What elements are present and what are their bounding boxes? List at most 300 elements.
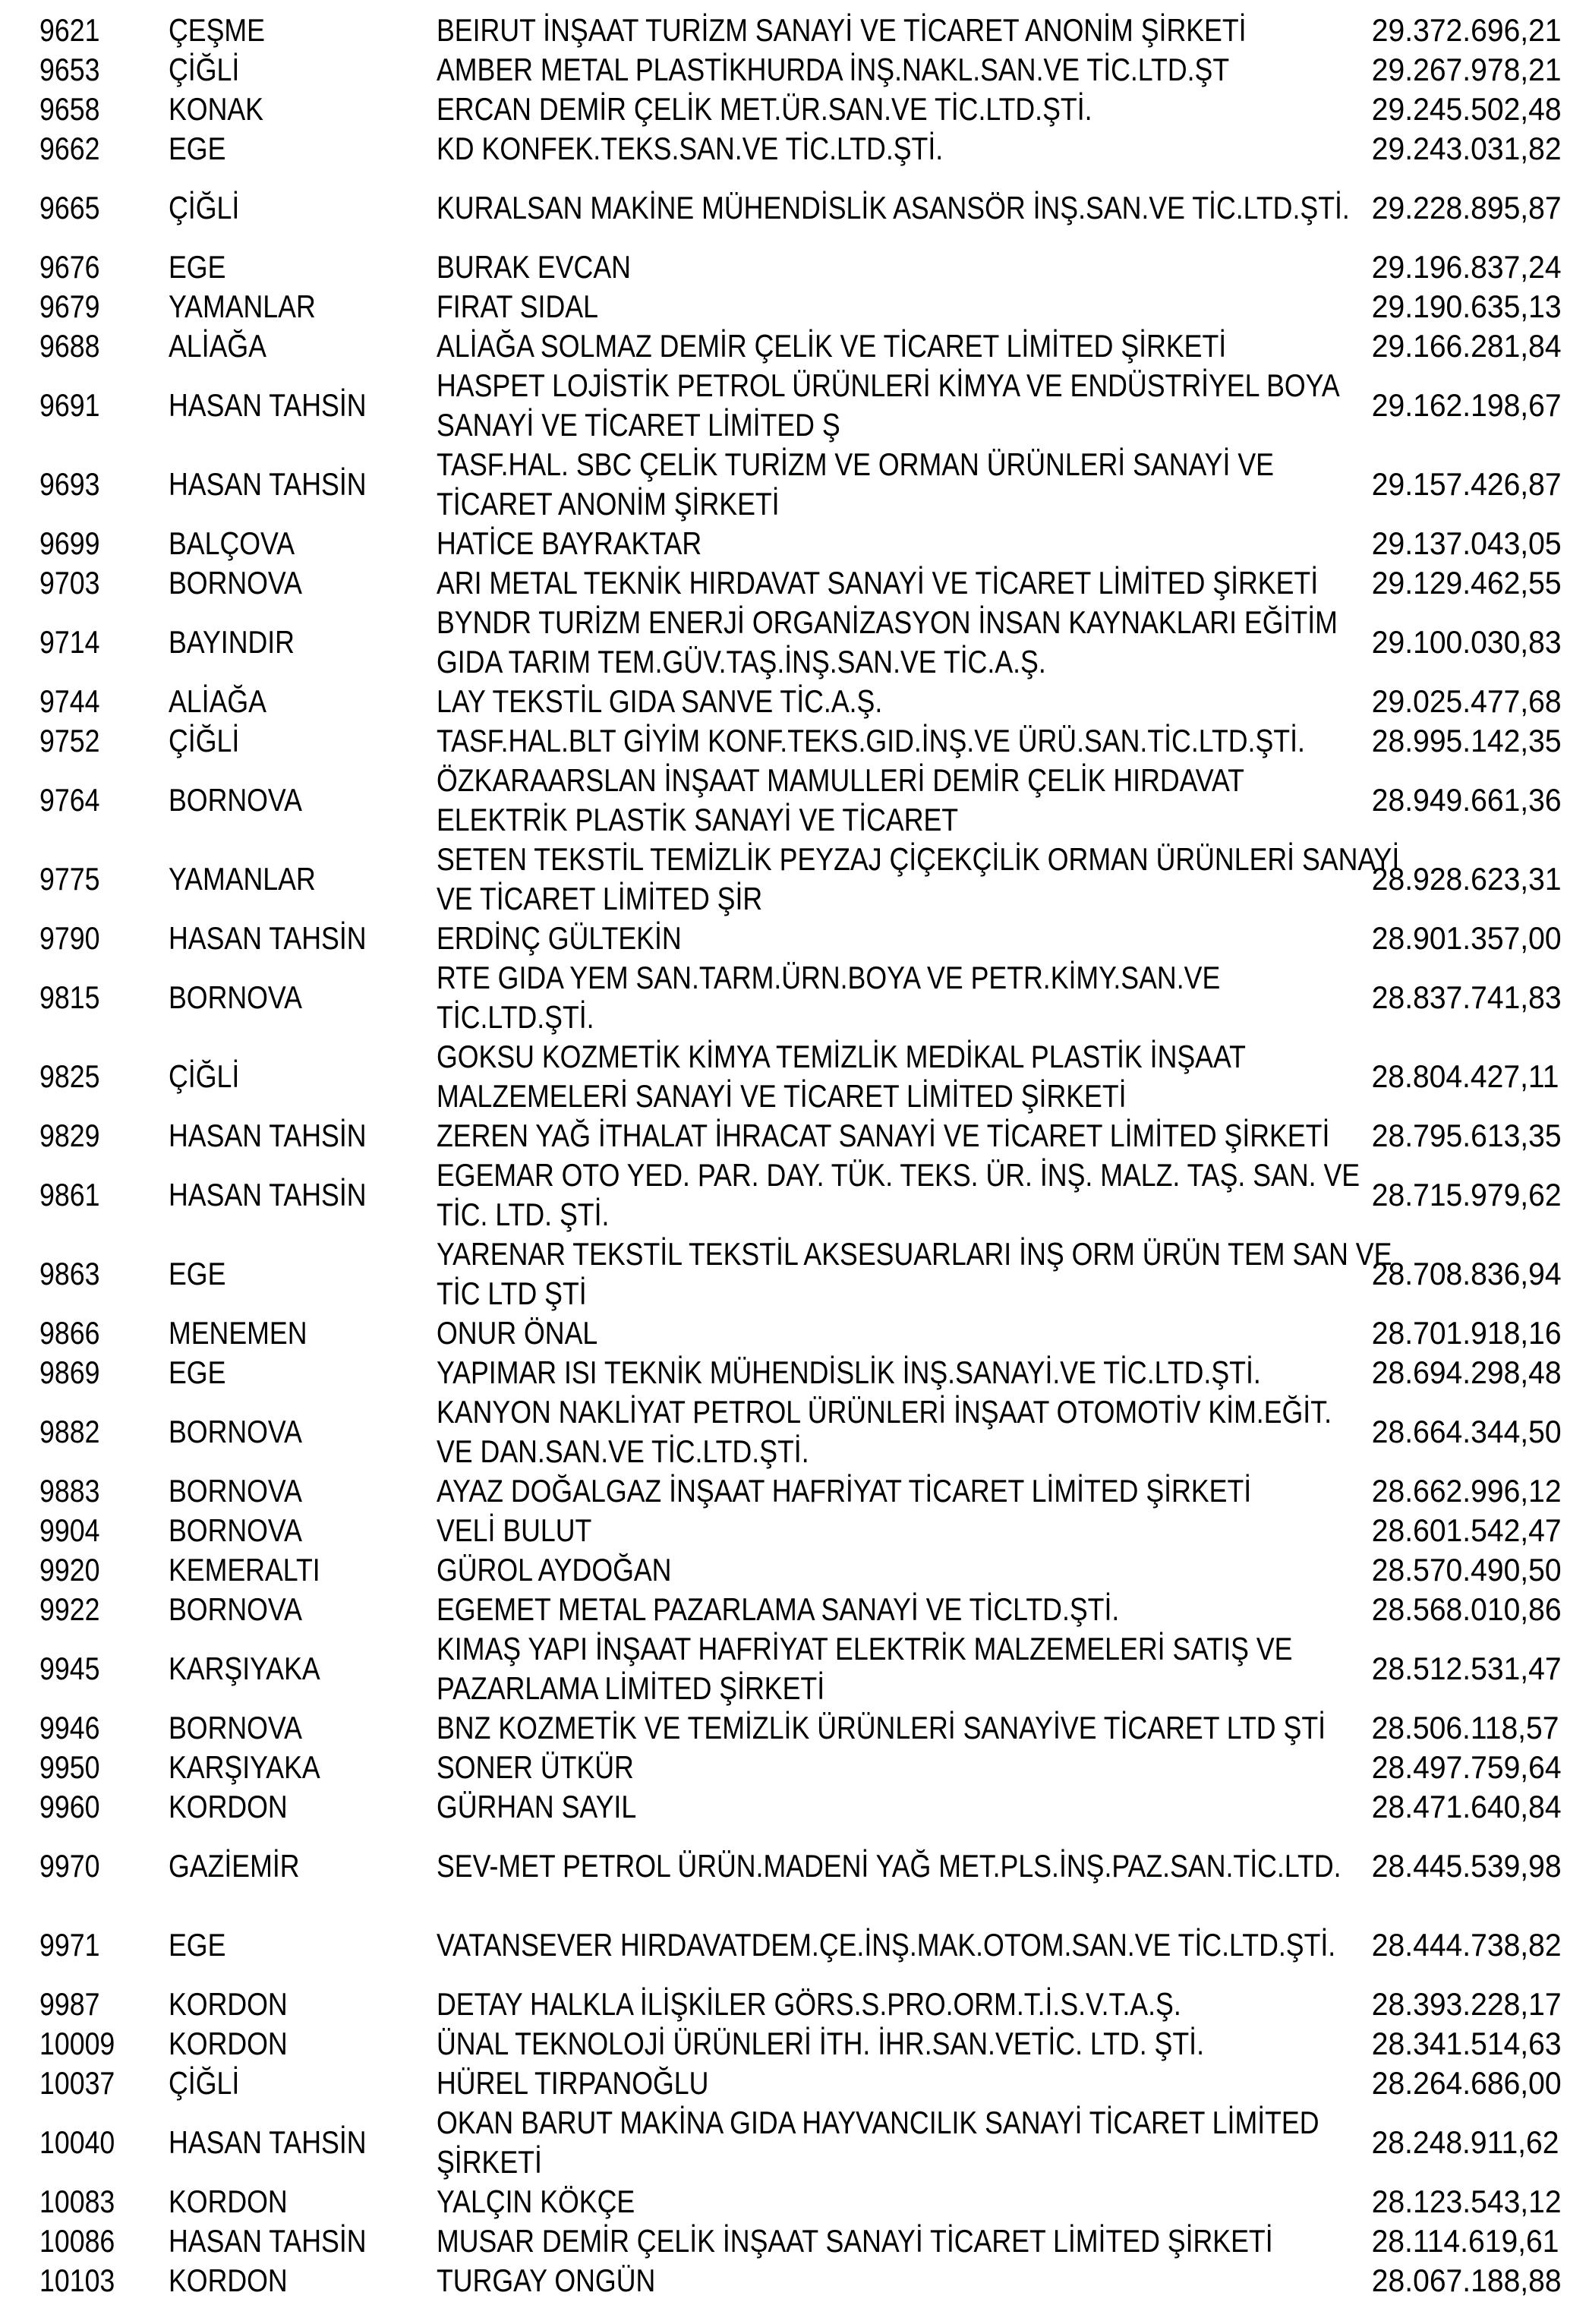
row-company-line bbox=[437, 1077, 1357, 1116]
row-company-line bbox=[437, 1353, 1357, 1392]
row-amount-text: 28.837.741,83 bbox=[1371, 979, 1562, 1015]
row-company-line bbox=[437, 524, 1357, 563]
row-amount bbox=[1357, 859, 1562, 899]
row-id-text: 9945 bbox=[39, 1651, 100, 1686]
row-id bbox=[39, 1787, 169, 1827]
row-district-text: HASAN TAHSİN bbox=[169, 387, 367, 423]
row-company-text: ÜNAL TEKNOLOJİ ÜRÜNLERİ İTH. İHR.SAN.VETİC. LTD. ŞTİ. bbox=[437, 2026, 1205, 2061]
row-company-text: PAZARLAMA LİMİTED ŞİRKETİ bbox=[437, 1670, 825, 1706]
row-id-text: 9714 bbox=[39, 624, 100, 660]
row-amount-text: 29.157.426,87 bbox=[1371, 466, 1562, 502]
row-company bbox=[437, 2103, 1357, 2182]
row-amount bbox=[1357, 465, 1562, 504]
row-amount-text: 28.795.613,35 bbox=[1371, 1118, 1562, 1153]
row-company-line bbox=[437, 129, 1357, 169]
row-company-line bbox=[437, 90, 1357, 129]
row-amount bbox=[1357, 1787, 1562, 1827]
row-company-text: GIDA TARIM TEM.GÜV.TAŞ.İNŞ.SAN.VE TİC.A.Ş. bbox=[437, 644, 1046, 680]
row-company-text: YARENAR TEKSTİL TEKSTİL AKSESUARLARI İNŞ ORM ÜRÜN TEM SAN VE bbox=[437, 1236, 1392, 1272]
row-company-text: KD KONFEK.TEKS.SAN.VE TİC.LTD.ŞTİ. bbox=[437, 131, 944, 166]
row-company bbox=[437, 1787, 1357, 1827]
table-row bbox=[0, 1037, 1589, 1116]
row-district bbox=[169, 1590, 437, 1629]
row-district bbox=[169, 2024, 437, 2064]
row-company-line bbox=[437, 1590, 1357, 1629]
row-id bbox=[39, 524, 169, 563]
table-row bbox=[0, 11, 1589, 50]
row-amount-text: 28.393.228,17 bbox=[1371, 1986, 1562, 2022]
table-row bbox=[0, 1906, 1589, 1985]
row-id-text: 9866 bbox=[39, 1315, 100, 1351]
row-company-line bbox=[437, 603, 1357, 642]
row-district-text: HASAN TAHSİN bbox=[169, 1118, 367, 1153]
row-id-text: 9861 bbox=[39, 1177, 100, 1212]
row-company-text: KANYON NAKLİYAT PETROL ÜRÜNLERİ İNŞAAT OTOMOTİV KİM.EĞİT. bbox=[437, 1394, 1332, 1430]
row-company-text: TASF.HAL.BLT GİYİM KONF.TEKS.GID.İNŞ.VE ÜRÜ.SAN.TİC.LTD.ŞTİ. bbox=[437, 723, 1305, 758]
row-amount-text: 29.228.895,87 bbox=[1371, 190, 1562, 225]
row-id bbox=[39, 326, 169, 366]
row-district bbox=[169, 1412, 437, 1452]
row-amount bbox=[1357, 188, 1562, 228]
row-district bbox=[169, 978, 437, 1017]
row-district bbox=[169, 1649, 437, 1689]
row-amount-text: 28.664.344,50 bbox=[1371, 1414, 1562, 1449]
row-company-line bbox=[437, 50, 1357, 90]
row-company-line bbox=[437, 1669, 1357, 1708]
row-company bbox=[437, 90, 1357, 129]
row-id bbox=[39, 2222, 169, 2261]
row-district bbox=[169, 1353, 437, 1392]
row-amount-text: 28.715.979,62 bbox=[1371, 1177, 1562, 1212]
row-company-line bbox=[437, 1471, 1357, 1511]
row-id bbox=[39, 1550, 169, 1590]
row-company bbox=[437, 1392, 1357, 1471]
row-company bbox=[437, 287, 1357, 326]
row-company-line bbox=[437, 2182, 1357, 2222]
row-amount-text: 29.100.030,83 bbox=[1371, 624, 1562, 660]
row-amount-text: 28.506.118,57 bbox=[1371, 1710, 1559, 1745]
row-id bbox=[39, 563, 169, 603]
row-id-text: 9882 bbox=[39, 1414, 100, 1449]
row-id bbox=[39, 386, 169, 425]
row-company-line bbox=[437, 2103, 1357, 2143]
row-amount bbox=[1357, 623, 1562, 662]
row-company-line bbox=[437, 998, 1357, 1037]
row-company-line bbox=[437, 2143, 1357, 2182]
row-company bbox=[437, 563, 1357, 603]
table-row bbox=[0, 2261, 1589, 2300]
table-row bbox=[0, 2064, 1589, 2103]
row-id-text: 9676 bbox=[39, 249, 100, 285]
table-row bbox=[0, 248, 1589, 287]
row-amount-text: 28.568.010,86 bbox=[1371, 1591, 1562, 1627]
row-district-text: KORDON bbox=[169, 1986, 288, 2022]
row-amount bbox=[1357, 2064, 1562, 2103]
row-company-text: RTE GIDA YEM SAN.TARM.ÜRN.BOYA VE PETR.KİMY.SAN.VE bbox=[437, 960, 1221, 995]
row-amount-text: 28.662.996,12 bbox=[1371, 1473, 1562, 1509]
row-company-line bbox=[437, 1116, 1357, 1156]
row-id-text: 9691 bbox=[39, 387, 100, 423]
row-id-text: 9946 bbox=[39, 1710, 100, 1745]
row-amount-text: 29.196.837,24 bbox=[1371, 249, 1562, 285]
table-row bbox=[0, 2103, 1589, 2182]
row-district-text: EGE bbox=[169, 131, 226, 166]
row-company-line bbox=[437, 248, 1357, 287]
row-company bbox=[437, 1629, 1357, 1708]
table-row bbox=[0, 1471, 1589, 1511]
row-company bbox=[437, 1748, 1357, 1787]
row-id bbox=[39, 2064, 169, 2103]
table-row bbox=[0, 761, 1589, 840]
row-amount-text: 28.601.542,47 bbox=[1371, 1512, 1562, 1548]
row-company-text: FIRAT SIDAL bbox=[437, 289, 598, 324]
row-amount-text: 29.372.696,21 bbox=[1371, 12, 1562, 48]
row-company bbox=[437, 919, 1357, 958]
row-amount bbox=[1357, 129, 1562, 169]
table-row bbox=[0, 1156, 1589, 1235]
row-amount bbox=[1357, 2222, 1559, 2261]
row-company bbox=[437, 682, 1357, 721]
row-company bbox=[437, 11, 1357, 50]
row-amount-text: 29.025.477,68 bbox=[1371, 683, 1562, 719]
row-id bbox=[39, 682, 169, 721]
row-company bbox=[437, 2024, 1357, 2064]
row-company bbox=[437, 1156, 1360, 1235]
row-company-line bbox=[437, 879, 1357, 919]
row-district bbox=[169, 1550, 437, 1590]
row-district bbox=[169, 1057, 437, 1096]
row-id-text: 9688 bbox=[39, 328, 100, 364]
row-district bbox=[169, 919, 437, 958]
row-company-line bbox=[437, 682, 1357, 721]
row-amount bbox=[1357, 721, 1562, 761]
row-company bbox=[437, 326, 1357, 366]
row-amount-text: 28.901.357,00 bbox=[1371, 920, 1562, 956]
row-company-text: BYNDR TURİZM ENERJİ ORGANİZASYON İNSAN KAYNAKLARI EĞİTİM bbox=[437, 604, 1338, 640]
row-district-text: ÇİĞLİ bbox=[169, 52, 240, 87]
row-id bbox=[39, 1590, 169, 1629]
row-id bbox=[39, 188, 169, 228]
row-company bbox=[437, 1925, 1357, 1965]
row-company bbox=[437, 524, 1357, 563]
row-district-text: ÇİĞLİ bbox=[169, 2065, 240, 2101]
table-row bbox=[0, 958, 1589, 1037]
table-row bbox=[0, 1116, 1589, 1156]
row-id bbox=[39, 1511, 169, 1550]
row-company-line bbox=[437, 958, 1357, 998]
row-company-text: HÜREL TIRPANOĞLU bbox=[437, 2065, 709, 2101]
row-district-text: HASAN TAHSİN bbox=[169, 2124, 367, 2160]
row-company-line bbox=[437, 326, 1357, 366]
table-row bbox=[0, 129, 1589, 169]
row-amount bbox=[1357, 1925, 1562, 1965]
row-id-text: 9752 bbox=[39, 723, 100, 758]
row-id bbox=[39, 1353, 169, 1392]
row-id bbox=[39, 1471, 169, 1511]
table-row bbox=[0, 50, 1589, 90]
row-amount-text: 29.166.281,84 bbox=[1371, 328, 1562, 364]
row-id-text: 9693 bbox=[39, 466, 100, 502]
row-id bbox=[39, 978, 169, 1017]
row-district-text: BORNOVA bbox=[169, 1473, 302, 1509]
row-id bbox=[39, 780, 169, 820]
row-district bbox=[169, 524, 437, 563]
table-row bbox=[0, 1985, 1589, 2024]
row-id bbox=[39, 1649, 169, 1689]
row-amount-text: 28.512.531,47 bbox=[1371, 1651, 1562, 1686]
row-company bbox=[437, 1708, 1357, 1748]
row-company-text: GÜROL AYDOĞAN bbox=[437, 1552, 672, 1588]
row-amount bbox=[1357, 50, 1562, 90]
row-company bbox=[437, 1590, 1357, 1629]
row-id bbox=[39, 1313, 169, 1353]
row-amount-text: 28.570.490,50 bbox=[1371, 1552, 1562, 1588]
row-id bbox=[39, 2123, 169, 2162]
row-amount-text: 28.497.759,64 bbox=[1371, 1749, 1562, 1785]
row-company-line bbox=[437, 188, 1357, 228]
row-district bbox=[169, 623, 437, 662]
row-company bbox=[437, 2222, 1357, 2261]
row-company-line bbox=[437, 2024, 1357, 2064]
row-id bbox=[39, 623, 169, 662]
row-id-text: 9825 bbox=[39, 1058, 100, 1094]
table-row bbox=[0, 1827, 1589, 1906]
row-company-text: BEIRUT İNŞAAT TURİZM SANAYİ VE TİCARET ANONİM ŞİRKETİ bbox=[437, 12, 1247, 48]
table-row bbox=[0, 1629, 1589, 1708]
row-amount bbox=[1357, 1846, 1562, 1886]
row-district-text: HASAN TAHSİN bbox=[169, 466, 367, 502]
row-company bbox=[437, 1313, 1357, 1353]
table-row bbox=[0, 1708, 1589, 1748]
row-company-text: EGEMET METAL PAZARLAMA SANAYİ VE TİCLTD.ŞTİ. bbox=[437, 1591, 1120, 1627]
row-company bbox=[437, 840, 1400, 919]
row-company-text: MUSAR DEMİR ÇELİK İNŞAAT SANAYİ TİCARET LİMİTED ŞİRKETİ bbox=[437, 2223, 1273, 2259]
table-row bbox=[0, 919, 1589, 958]
table-row bbox=[0, 1511, 1589, 1550]
row-company bbox=[437, 188, 1357, 228]
row-amount-text: 28.471.640,84 bbox=[1371, 1789, 1562, 1824]
row-district bbox=[169, 2123, 437, 2162]
row-company-text: SETEN TEKSTİL TEMİZLİK PEYZAJ ÇİÇEKÇİLİK ORMAN ÜRÜNLERİ SANAYİ bbox=[437, 841, 1400, 877]
row-company-text: ELEKTRİK PLASTİK SANAYİ VE TİCARET bbox=[437, 802, 959, 837]
row-amount-text: 28.949.661,36 bbox=[1371, 782, 1562, 818]
row-id bbox=[39, 721, 169, 761]
row-district bbox=[169, 1748, 437, 1787]
row-amount-text: 28.341.514,63 bbox=[1371, 2026, 1562, 2061]
row-district bbox=[169, 859, 437, 899]
row-district bbox=[169, 129, 437, 169]
table-row bbox=[0, 90, 1589, 129]
row-company-line bbox=[437, 1629, 1357, 1669]
row-company bbox=[437, 1846, 1357, 1886]
row-district-text: YAMANLAR bbox=[169, 289, 316, 324]
table-row bbox=[0, 2182, 1589, 2222]
row-id bbox=[39, 465, 169, 504]
row-company bbox=[437, 1116, 1357, 1156]
row-company-line bbox=[437, 800, 1357, 840]
table-row bbox=[0, 366, 1589, 445]
row-company-line bbox=[437, 1748, 1357, 1787]
row-id bbox=[39, 1254, 169, 1294]
row-district bbox=[169, 1925, 437, 1965]
row-amount bbox=[1357, 1116, 1562, 1156]
row-company-text: TİC.LTD.ŞTİ. bbox=[437, 999, 594, 1035]
row-company-text: GOKSU KOZMETİK KİMYA TEMİZLİK MEDİKAL PLASTİK İNŞAAT bbox=[437, 1039, 1246, 1074]
row-company-text: MALZEMELERİ SANAYİ VE TİCARET LİMİTED ŞİRKETİ bbox=[437, 1078, 1127, 1114]
row-id-text: 9971 bbox=[39, 1927, 100, 1963]
row-id bbox=[39, 919, 169, 958]
row-id-text: 9703 bbox=[39, 565, 100, 601]
row-company-text: SEV-MET PETROL ÜRÜN.MADENİ YAĞ MET.PLS.İNŞ.PAZ.SAN.TİC.LTD. bbox=[437, 1848, 1342, 1884]
row-company bbox=[437, 1235, 1392, 1313]
row-amount-text: 28.701.918,16 bbox=[1371, 1315, 1562, 1351]
row-amount bbox=[1357, 90, 1562, 129]
row-company-text: TİC. LTD. ŞTİ. bbox=[437, 1197, 610, 1232]
row-district-text: ÇİĞLİ bbox=[169, 190, 240, 225]
row-district-text: ALİAĞA bbox=[169, 683, 266, 719]
row-amount bbox=[1357, 2024, 1562, 2064]
row-id-text: 9679 bbox=[39, 289, 100, 324]
row-amount bbox=[1357, 1511, 1562, 1550]
row-id bbox=[39, 1985, 169, 2024]
row-district-text: ÇİĞLİ bbox=[169, 1058, 240, 1094]
row-amount bbox=[1357, 1412, 1562, 1452]
table-row bbox=[0, 287, 1589, 326]
row-district-text: KORDON bbox=[169, 1789, 288, 1824]
row-company bbox=[437, 445, 1357, 524]
row-district bbox=[169, 682, 437, 721]
row-id bbox=[39, 1708, 169, 1748]
row-id-text: 9764 bbox=[39, 782, 100, 818]
row-company-line bbox=[437, 1274, 1357, 1313]
row-district-text: BORNOVA bbox=[169, 565, 302, 601]
row-amount bbox=[1357, 978, 1562, 1017]
table-row bbox=[0, 840, 1589, 919]
table-row bbox=[0, 682, 1589, 721]
row-company-line bbox=[437, 1392, 1357, 1432]
row-amount bbox=[1357, 1313, 1562, 1353]
row-company-text: DETAY HALKLA İLİŞKİLER GÖRS.S.PRO.ORM.T.İ.S.V.T.A.Ş. bbox=[437, 1986, 1181, 2022]
row-district bbox=[169, 1708, 437, 1748]
row-amount bbox=[1357, 682, 1562, 721]
row-amount-text: 28.995.142,35 bbox=[1371, 723, 1562, 758]
row-amount-text: 28.248.911,62 bbox=[1371, 2124, 1559, 2160]
row-id bbox=[39, 1412, 169, 1452]
row-district-text: BORNOVA bbox=[169, 782, 302, 818]
row-company-line bbox=[437, 287, 1357, 326]
row-id-text: 9621 bbox=[39, 12, 100, 48]
row-company bbox=[437, 129, 1357, 169]
row-company-text: BURAK EVCAN bbox=[437, 249, 631, 285]
row-id-text: 10040 bbox=[39, 2124, 115, 2160]
row-district-text: BALÇOVA bbox=[169, 525, 295, 561]
row-company-text: SONER ÜTKÜR bbox=[437, 1749, 634, 1785]
row-amount-text: 28.444.738,82 bbox=[1371, 1927, 1562, 1963]
row-district-text: BORNOVA bbox=[169, 1414, 302, 1449]
row-company bbox=[437, 50, 1357, 90]
table-row bbox=[0, 1787, 1589, 1827]
row-district bbox=[169, 2182, 437, 2222]
row-company-text: BNZ KOZMETİK VE TEMİZLİK ÜRÜNLERİ SANAYİVE TİCARET LTD ŞTİ bbox=[437, 1710, 1326, 1745]
row-company bbox=[437, 366, 1357, 445]
row-district bbox=[169, 1511, 437, 1550]
row-id bbox=[39, 1846, 169, 1886]
row-company-line bbox=[437, 445, 1357, 484]
row-company-text: VE TİCARET LİMİTED ŞİR bbox=[437, 881, 763, 916]
row-district-text: BAYINDIR bbox=[169, 624, 295, 660]
row-company-text: KURALSAN MAKİNE MÜHENDİSLİK ASANSÖR İNŞ.SAN.VE TİC.LTD.ŞTİ. bbox=[437, 190, 1350, 225]
row-company-line bbox=[437, 840, 1400, 879]
row-company bbox=[437, 1985, 1357, 2024]
row-company-text: EGEMAR OTO YED. PAR. DAY. TÜK. TEKS. ÜR. İNŞ. MALZ. TAŞ. SAN. VE bbox=[437, 1157, 1360, 1193]
row-company-line bbox=[437, 2261, 1357, 2300]
row-company-line bbox=[437, 2064, 1357, 2103]
row-district-text: EGE bbox=[169, 1256, 226, 1291]
row-id-text: 9829 bbox=[39, 1118, 100, 1153]
row-company-line bbox=[437, 1511, 1357, 1550]
row-amount-text: 28.123.543,12 bbox=[1371, 2184, 1562, 2219]
row-company-text: ARI METAL TEKNİK HIRDAVAT SANAYİ VE TİCARET LİMİTED ŞİRKETİ bbox=[437, 565, 1319, 601]
row-company-line bbox=[437, 2222, 1357, 2261]
row-company-line bbox=[437, 405, 1357, 445]
row-district bbox=[169, 1471, 437, 1511]
row-id bbox=[39, 50, 169, 90]
row-company bbox=[437, 1353, 1357, 1392]
row-id bbox=[39, 11, 169, 50]
row-district bbox=[169, 188, 437, 228]
row-company bbox=[437, 1550, 1357, 1590]
row-id bbox=[39, 1925, 169, 1965]
row-amount bbox=[1357, 524, 1562, 563]
table-row bbox=[0, 326, 1589, 366]
row-company-line bbox=[437, 761, 1357, 800]
row-district-text: KARŞIYAKA bbox=[169, 1651, 320, 1686]
row-id-text: 9869 bbox=[39, 1354, 100, 1390]
row-amount-text: 29.243.031,82 bbox=[1371, 131, 1562, 166]
row-company bbox=[437, 603, 1357, 682]
row-district bbox=[169, 1254, 437, 1294]
row-company bbox=[437, 1037, 1357, 1116]
row-company-text: KIMAŞ YAPI İNŞAAT HAFRİYAT ELEKTRİK MALZEMELERİ SATIŞ VE bbox=[437, 1631, 1293, 1667]
row-company bbox=[437, 761, 1357, 840]
row-company-line bbox=[437, 1550, 1357, 1590]
row-company-text: YALÇIN KÖKÇE bbox=[437, 2184, 635, 2219]
row-id-text: 9920 bbox=[39, 1552, 100, 1588]
row-district bbox=[169, 1787, 437, 1827]
row-id-text: 9863 bbox=[39, 1256, 100, 1291]
row-amount bbox=[1357, 1649, 1562, 1689]
row-company-line bbox=[437, 563, 1357, 603]
row-id-text: 9744 bbox=[39, 683, 100, 719]
row-id-text: 9815 bbox=[39, 979, 100, 1015]
row-district bbox=[169, 50, 437, 90]
row-company-line bbox=[437, 366, 1357, 405]
row-id-text: 9970 bbox=[39, 1848, 100, 1884]
row-amount bbox=[1357, 2182, 1562, 2222]
row-company-text: TASF.HAL. SBC ÇELİK TURİZM VE ORMAN ÜRÜNLERİ SANAYİ VE bbox=[437, 446, 1274, 482]
table-row bbox=[0, 563, 1589, 603]
row-amount bbox=[1357, 1254, 1562, 1294]
row-district-text: BORNOVA bbox=[169, 1591, 302, 1627]
table-row bbox=[0, 169, 1589, 248]
row-district-text: ÇİĞLİ bbox=[169, 723, 240, 758]
row-district-text: KARŞIYAKA bbox=[169, 1749, 320, 1785]
row-amount-text: 29.162.198,67 bbox=[1371, 387, 1562, 423]
row-district bbox=[169, 326, 437, 366]
row-company-line bbox=[437, 1235, 1392, 1274]
row-company-line bbox=[437, 484, 1357, 524]
row-district bbox=[169, 1985, 437, 2024]
